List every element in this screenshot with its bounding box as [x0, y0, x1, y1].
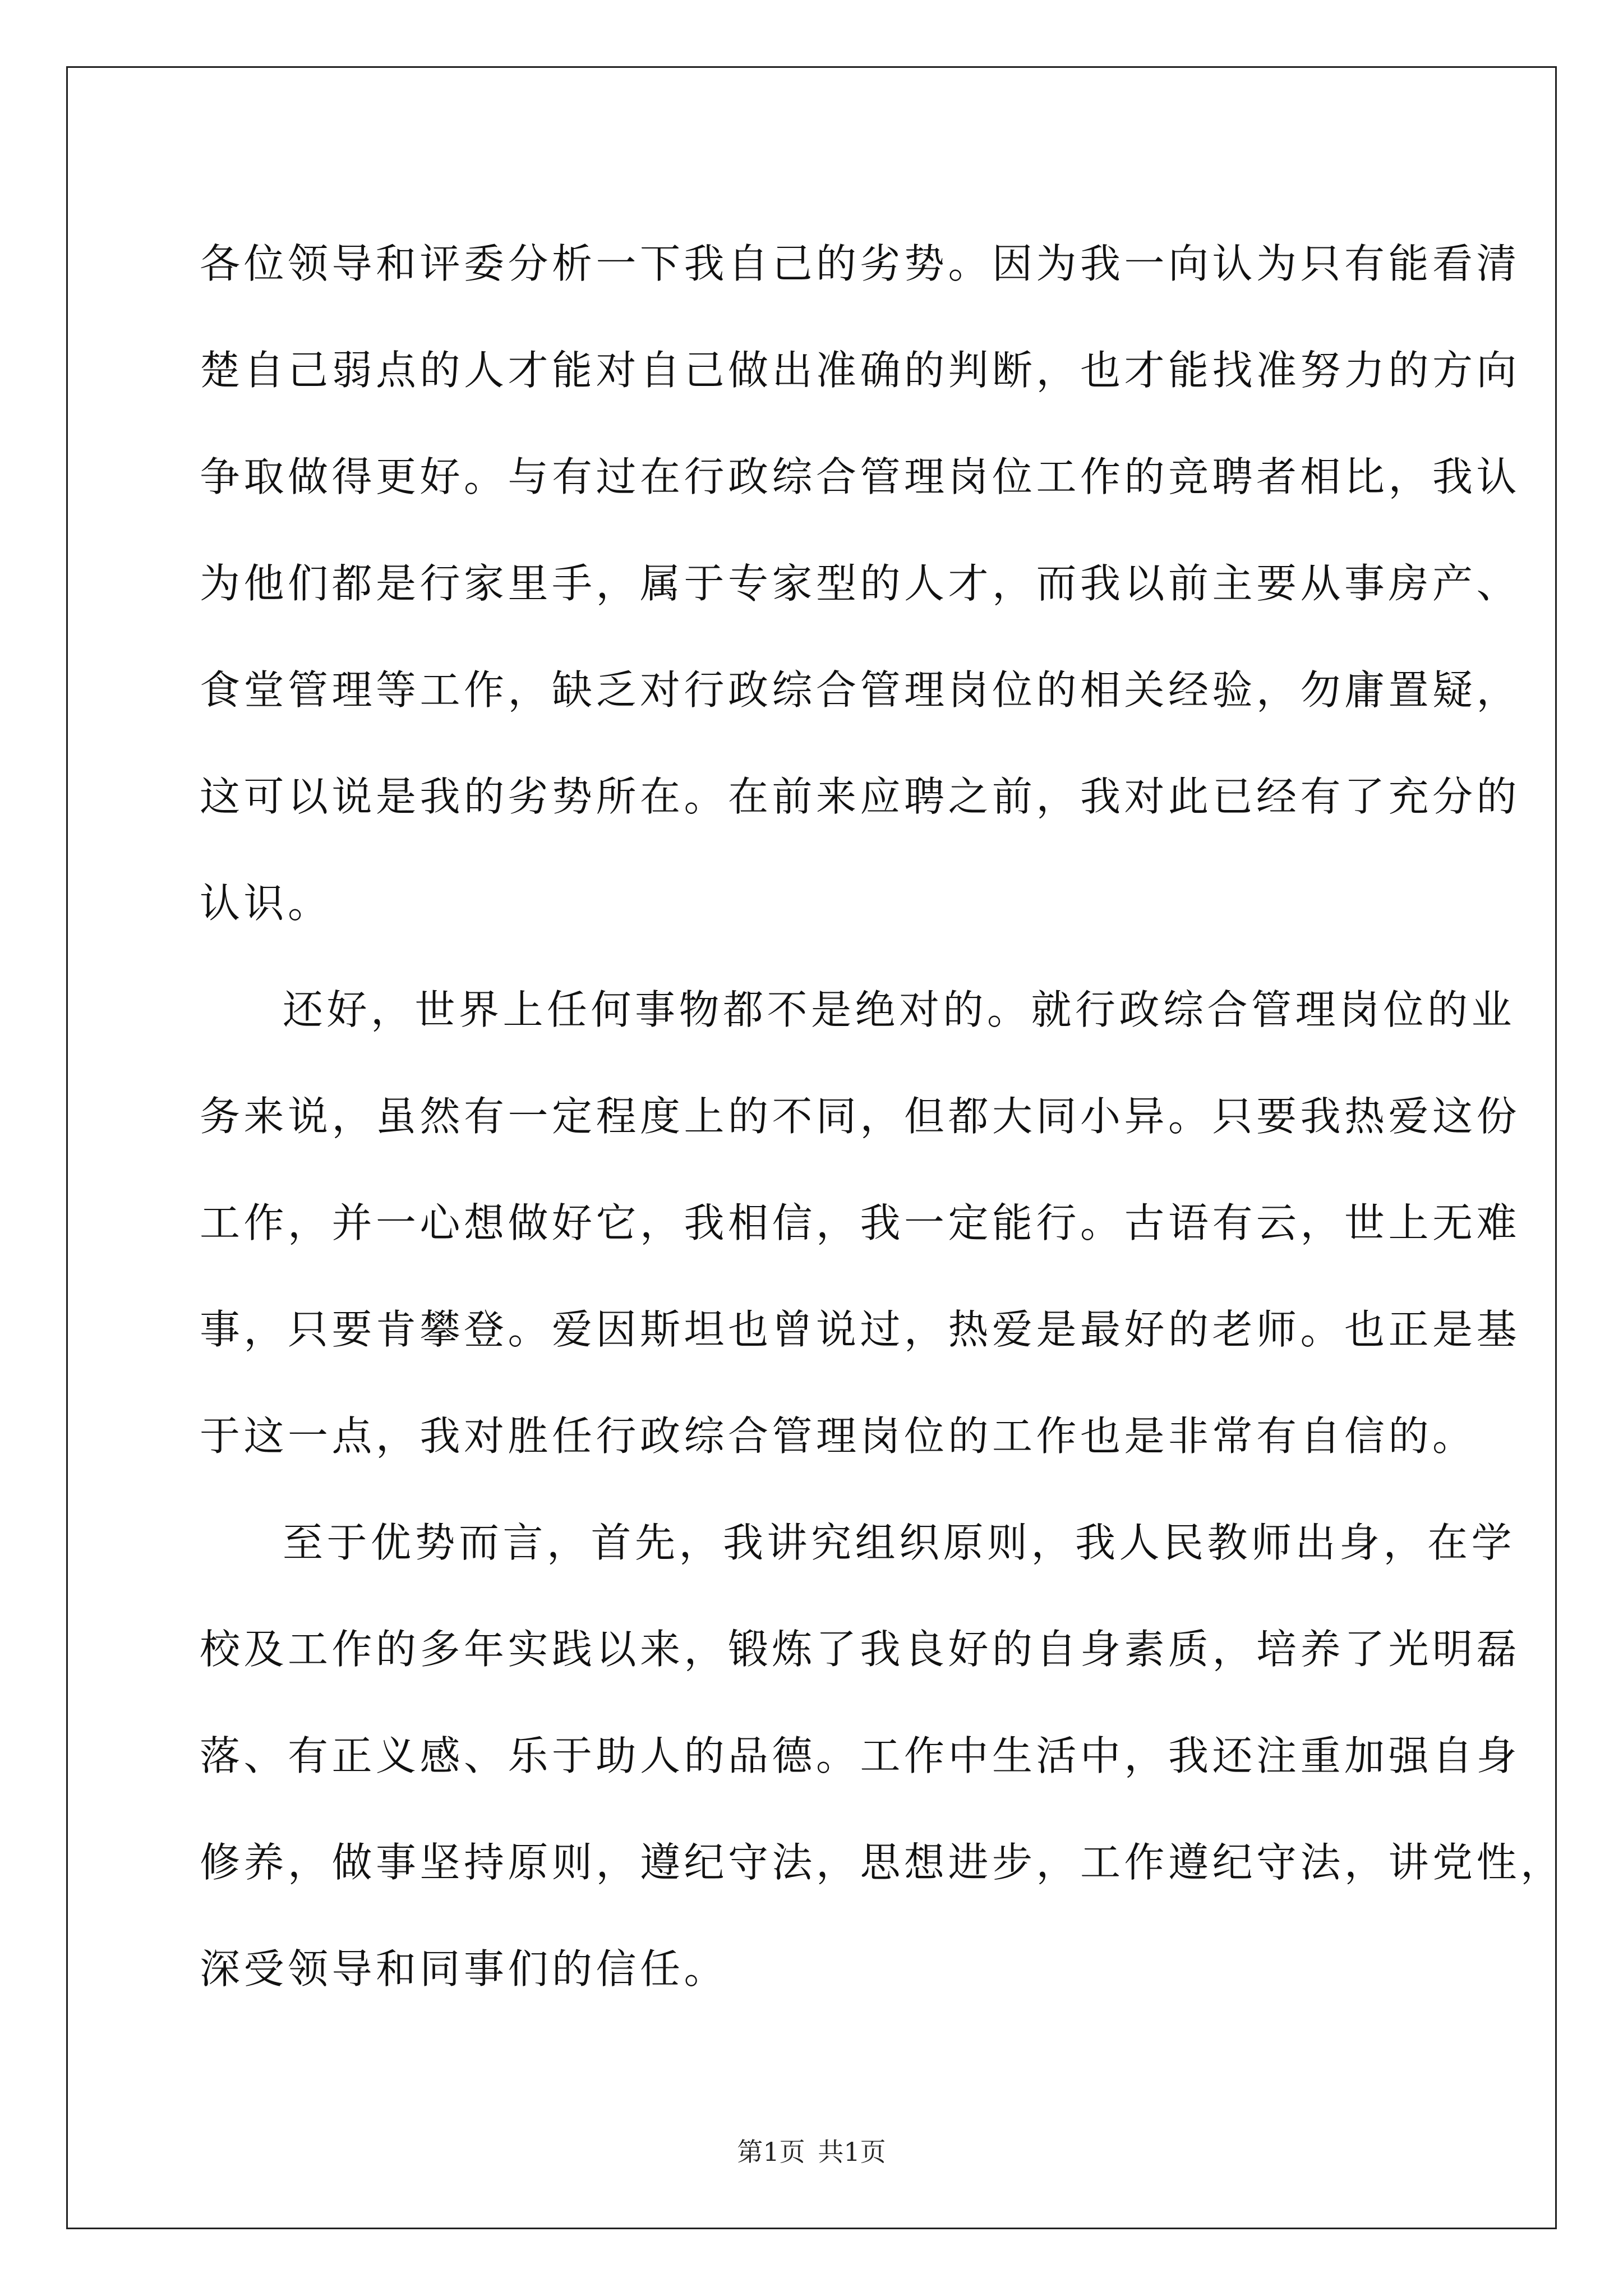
text-line: 深受领导和同事们的信任。 — [200, 1945, 728, 1993]
text-line: 至于优势而言，首先，我讲究组织原则，我人民教师出身，在学 — [283, 1519, 1516, 1566]
text-line: 为他们都是行家里手，属于专家型的人才，而我以前主要从事房产、 — [200, 560, 1521, 607]
text-line: 认识。 — [200, 880, 332, 927]
text-line: 工作，并一心想做好它，我相信，我一定能行。古语有云，世上无难 — [200, 1199, 1521, 1246]
text-line: 事，只要肯攀登。爱因斯坦也曾说过，热爱是最好的老师。也正是基 — [200, 1306, 1521, 1353]
text-line: 落、有正义感、乐于助人的品德。工作中生活中，我还注重加强自身 — [200, 1732, 1521, 1779]
document-body — [200, 210, 1565, 2022]
text-line: 这可以说是我的劣势所在。在前来应聘之前，我对此已经有了充分的 — [200, 773, 1521, 820]
text-line: 务来说，虽然有一定程度上的不同，但都大同小异。只要我热爱这份 — [200, 1093, 1521, 1140]
text-line: 食堂管理等工作，缺乏对行政综合管理岗位的相关经验，勿庸置疑， — [200, 666, 1521, 714]
text-line: 楚自己弱点的人才能对自己做出准确的判断，也才能找准努力的方向 — [200, 347, 1521, 394]
page-total: 共1页 — [818, 2137, 886, 2167]
page-number: 第1页 — [737, 2137, 805, 2167]
text-line: 还好，世界上任何事物都不是绝对的。就行政综合管理岗位的业 — [283, 986, 1516, 1033]
text-line: 各位领导和评委分析一下我自己的劣势。因为我一向认为只有能看清 — [200, 240, 1521, 287]
text-line: 于这一点，我对胜任行政综合管理岗位的工作也是非常有自信的。 — [200, 1412, 1477, 1460]
text-line: 争取做得更好。与有过在行政综合管理岗位工作的竞聘者相比，我认 — [200, 453, 1521, 500]
page-footer — [0, 2132, 1623, 2169]
text-line: 校及工作的多年实践以来，锻炼了我良好的自身素质，培养了光明磊 — [200, 1626, 1521, 1673]
text-line: 修养，做事坚持原则，遵纪守法，思想进步，工作遵纪守法，讲党性， — [200, 1839, 1565, 1886]
